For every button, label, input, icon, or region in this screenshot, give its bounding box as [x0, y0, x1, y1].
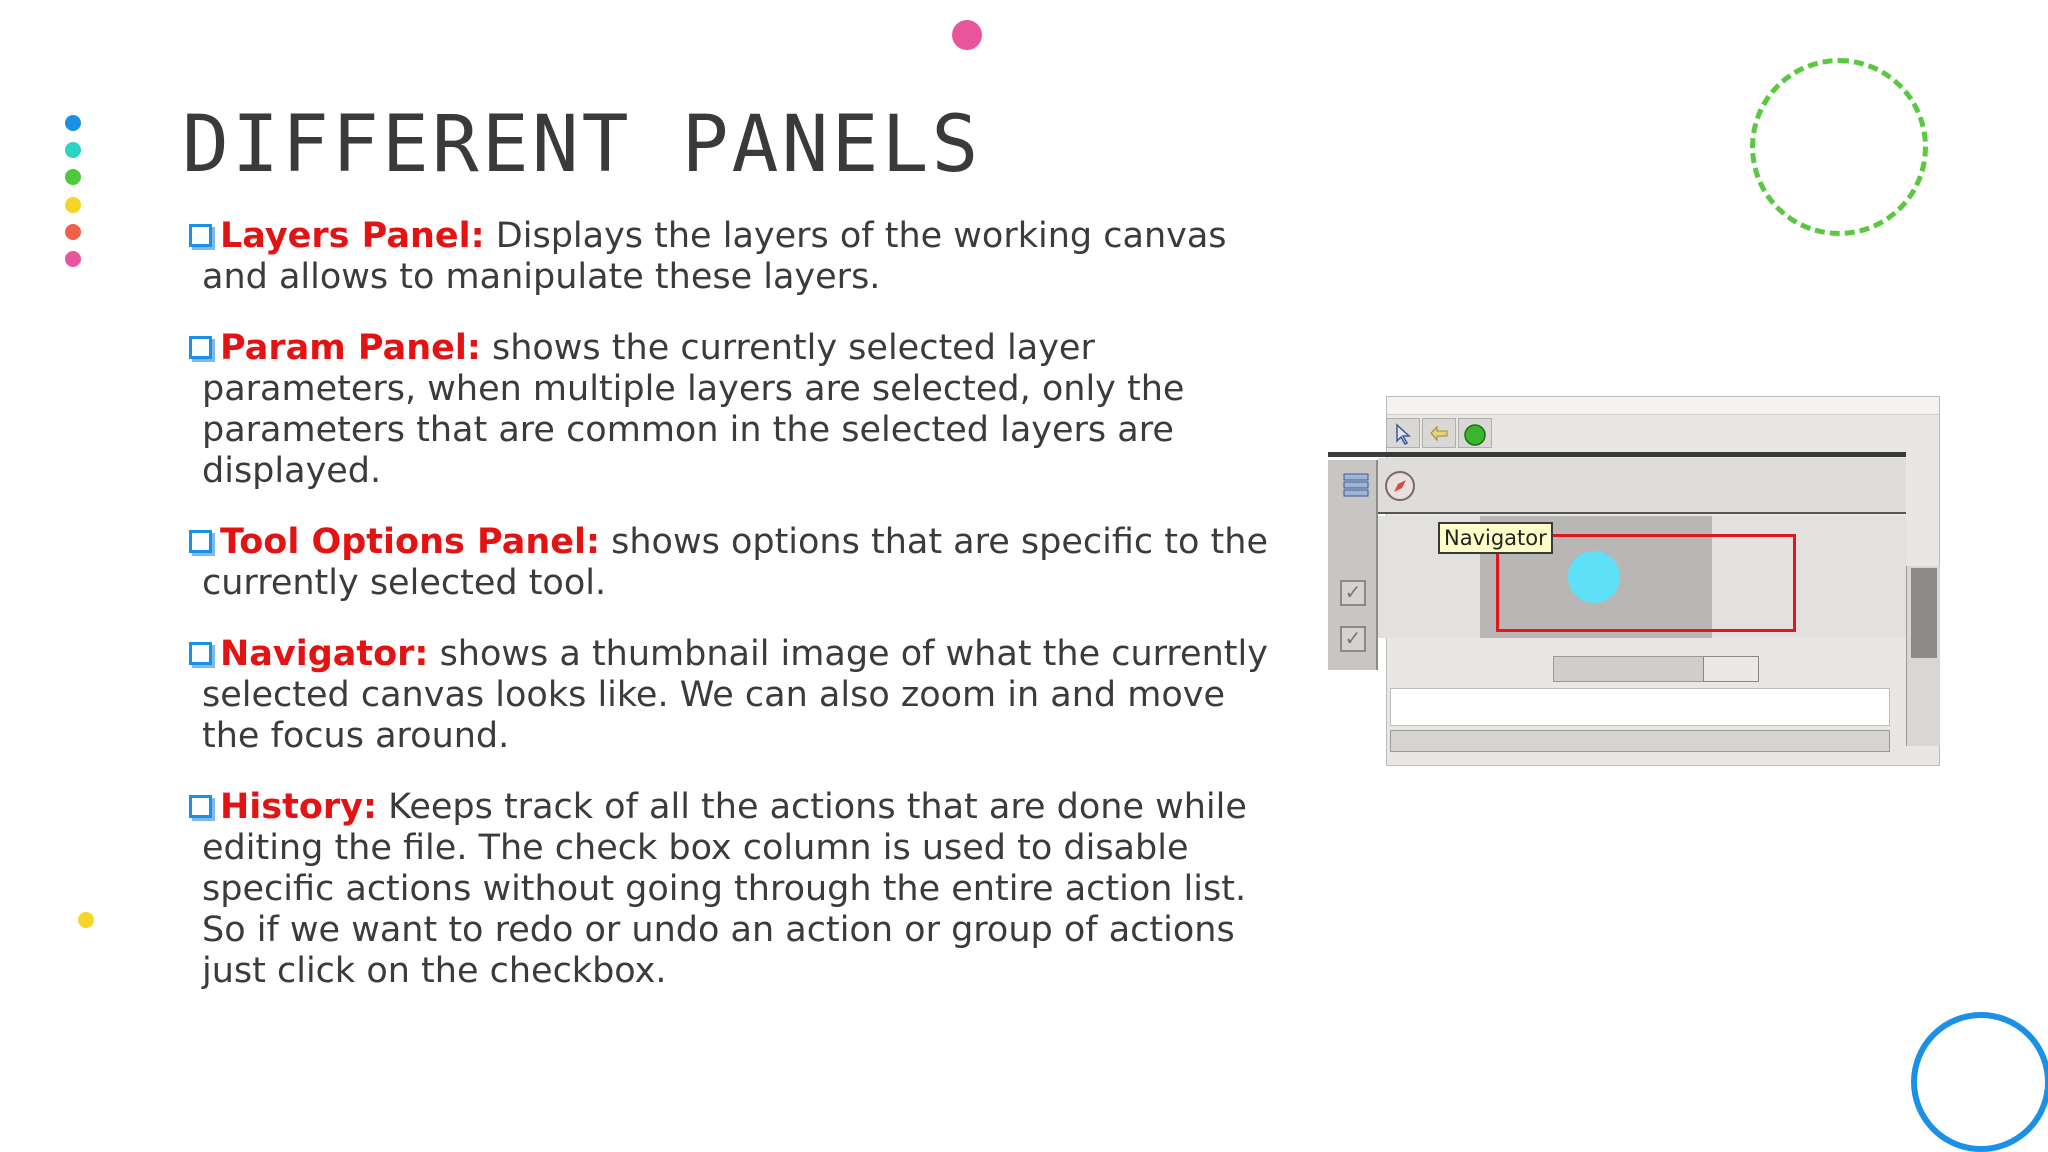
decor-dot-yellow	[65, 197, 81, 213]
undo-tool-icon	[1422, 418, 1456, 448]
history-checkbox[interactable]: ✓	[1340, 580, 1366, 606]
decor-dot-teal	[65, 142, 81, 158]
bullet-list	[190, 216, 1270, 1022]
decor-dashed-ring	[1750, 58, 1928, 236]
decor-dot-green	[65, 169, 81, 185]
bullet-text: shows options that are specific to the currently selected tool.	[202, 522, 1268, 603]
window-titlebar	[1387, 397, 1939, 415]
bullet-term: History:	[220, 787, 377, 827]
history-checkbox[interactable]: ✓	[1340, 626, 1366, 652]
navigator-tooltip: Navigator	[1438, 522, 1553, 554]
checkbox-bullet-icon	[189, 224, 212, 247]
bullet-text: Displays the layers of the working canvas and allows to manipulate these layers.	[202, 216, 1227, 297]
bullet-term: Navigator:	[220, 634, 429, 674]
zoom-slider-knob[interactable]	[1703, 656, 1759, 682]
horizontal-scrollbar[interactable]	[1390, 730, 1890, 752]
panel-divider	[1328, 452, 1906, 457]
checkbox-bullet-icon	[189, 530, 212, 553]
vertical-scrollbar[interactable]	[1906, 566, 1940, 746]
scrollbar-thumb[interactable]	[1911, 568, 1937, 658]
decor-dot-pink	[65, 251, 81, 267]
bullet-history	[190, 787, 1270, 992]
bullet-text: shows the currently selected layer parameters, when multiple layers are selected, only the parameters that are common in the selected layers are displayed.	[202, 328, 1185, 491]
green-circle-icon	[1458, 418, 1492, 448]
checkbox-bullet-icon	[189, 336, 212, 359]
bullet-text: Keeps track of all the actions that are done while editing the file. The check box column is used to disable specific actions without going through the entire action list. So if we want to redo or undo an action or group of actions just click on the checkbox.	[202, 787, 1247, 991]
panel-content-area	[1390, 688, 1890, 726]
decor-dot-yellow-bottom	[78, 912, 94, 928]
bullet-layers-panel	[190, 216, 1270, 298]
bullet-text: shows a thumbnail image of what the currently selected canvas looks like. We can also zoom in and move the focus around.	[202, 634, 1268, 756]
decor-blue-ring	[1911, 1012, 2048, 1152]
slide-title: DIFFERENT PANELS	[182, 100, 982, 190]
checkbox-bullet-icon	[189, 642, 212, 665]
decor-dot-pink-top	[952, 20, 982, 50]
bullet-term: Layers Panel:	[220, 216, 485, 256]
layers-icon[interactable]	[1338, 468, 1370, 500]
pointer-tool-icon	[1386, 418, 1420, 448]
decor-dot-blue	[65, 115, 81, 131]
checkbox-bullet-icon	[189, 795, 212, 818]
bullet-term: Tool Options Panel:	[220, 522, 600, 562]
bullet-term: Param Panel:	[220, 328, 481, 368]
bullet-tool-options-panel	[190, 522, 1270, 604]
bullet-navigator	[190, 634, 1270, 757]
navigator-panel-screenshot	[1328, 396, 1940, 764]
navigator-compass-icon[interactable]	[1382, 468, 1414, 500]
bullet-param-panel	[190, 328, 1270, 492]
decor-dot-orange	[65, 224, 81, 240]
panel-tabs-bar	[1378, 458, 1906, 514]
